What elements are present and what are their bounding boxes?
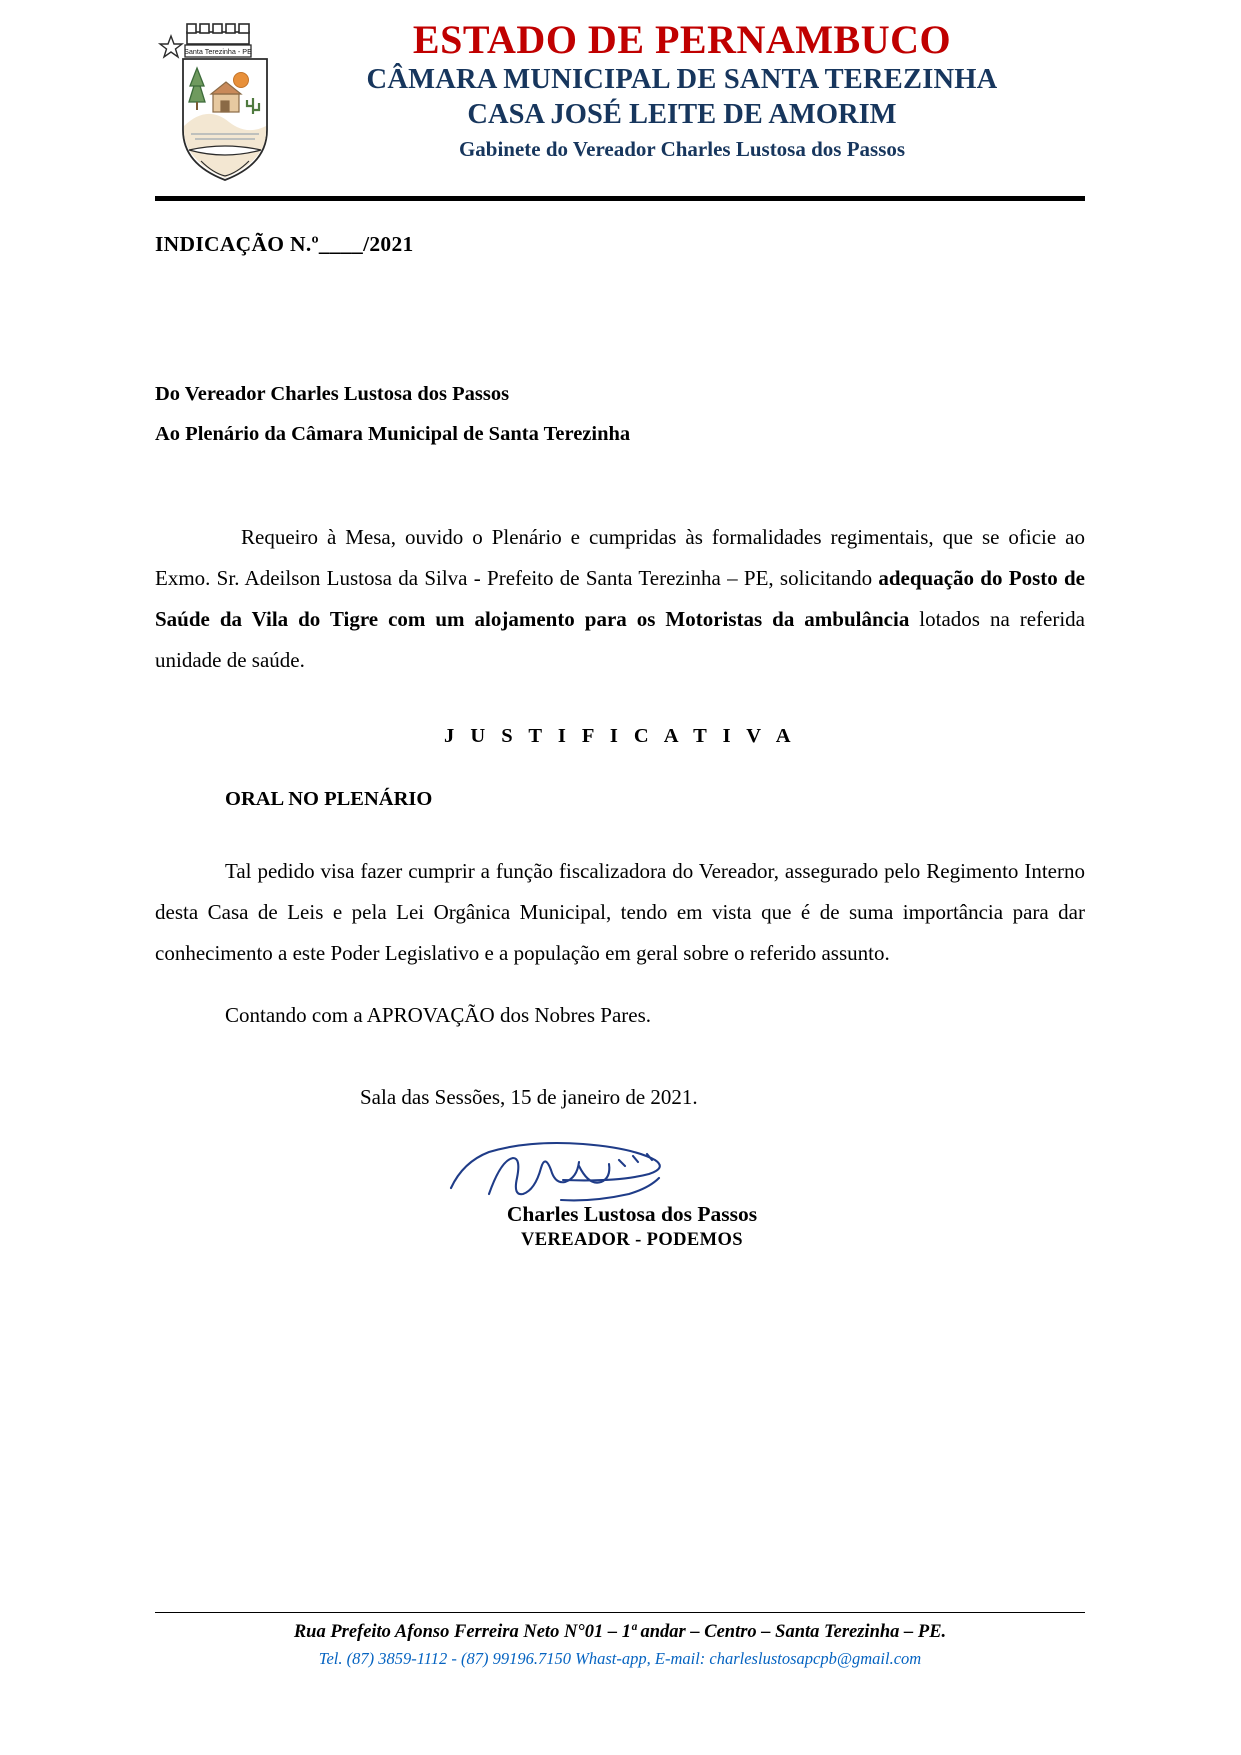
document-body [155,232,1085,1256]
justification-title: J U S T I F I C A T I V A [443,724,797,747]
header-line-camara: CÂMARA MUNICIPAL DE SANTA TEREZINHA [366,63,998,95]
to-line: Ao Plenário da Câmara Municipal de Santa Terezinha [155,422,631,445]
footer-divider [155,1612,1085,1613]
header-text-block [275,18,1085,163]
approval-paragraph: Contando com a APROVAÇÃO dos Nobres Pares. [225,1002,652,1027]
header-divider [155,196,1085,201]
document-header [155,18,1085,193]
header-line-casa: CASA JOSÉ LEITE DE AMORIM [467,98,897,130]
signature-block [155,1138,1085,1256]
footer-address: Rua Prefeito Afonso Ferreira Neto N°01 – 1ª andar – Centro – Santa Terezinha – PE. [293,1622,947,1642]
place-and-date: Sala das Sessões, 15 de janeiro de 2021. [360,1085,698,1110]
request-text-part2: lotados na referida unidade de saúde. [155,606,1086,672]
request-text-highlight: adequação do Posto de Saúde da Vila do Tigre com um alojamento para os Motoristas da ambulância [155,565,1085,631]
handwritten-signature-icon [443,1138,743,1210]
footer-contact: Tel. (87) 3859-1112 - (87) 99196.7150 Whast-app, E-mail: charleslustosapcpb@gmail.com [318,1649,922,1668]
document-number: INDICAÇÃO N.º____/2021 [155,232,414,256]
svg-text:Santa Terezinha - PE: Santa Terezinha - PE [184,47,252,56]
document-footer [155,1612,1085,1669]
signature-name: Charles Lustosa dos Passos [506,1202,758,1227]
request-paragraph [155,517,1085,681]
request-text-part1: Requeiro à Mesa, ouvido o Plenário e cumpridas às formalidades regimentais, que se oficie ao Exmo. Sr. Adeilson Lustosa da Silva - Prefeito de Santa Terezinha – PE, solicitando [155,524,1085,590]
coat-of-arms-icon [155,18,275,193]
from-line: Do Vereador Charles Lustosa dos Passos [155,383,510,405]
addressing-block [155,375,1085,455]
signature-role: VEREADOR - PODEMOS [520,1230,743,1251]
header-line-estado: ESTADO DE PERNAMBUCO [412,17,952,62]
justification-mode: ORAL NO PLENÁRIO [225,787,433,810]
justification-paragraph: Tal pedido visa fazer cumprir a função fiscalizadora do Vereador, assegurado pelo Regimento Interno desta Casa de Leis e pela Lei Orgânica Municipal, tendo em vista que é de suma importância para dar conhecimento a este Poder Legislativo e a população em geral sobre o referido assunto. [155,858,1085,965]
header-line-gabinete: Gabinete do Vereador Charles Lustosa dos Passos [458,136,906,161]
